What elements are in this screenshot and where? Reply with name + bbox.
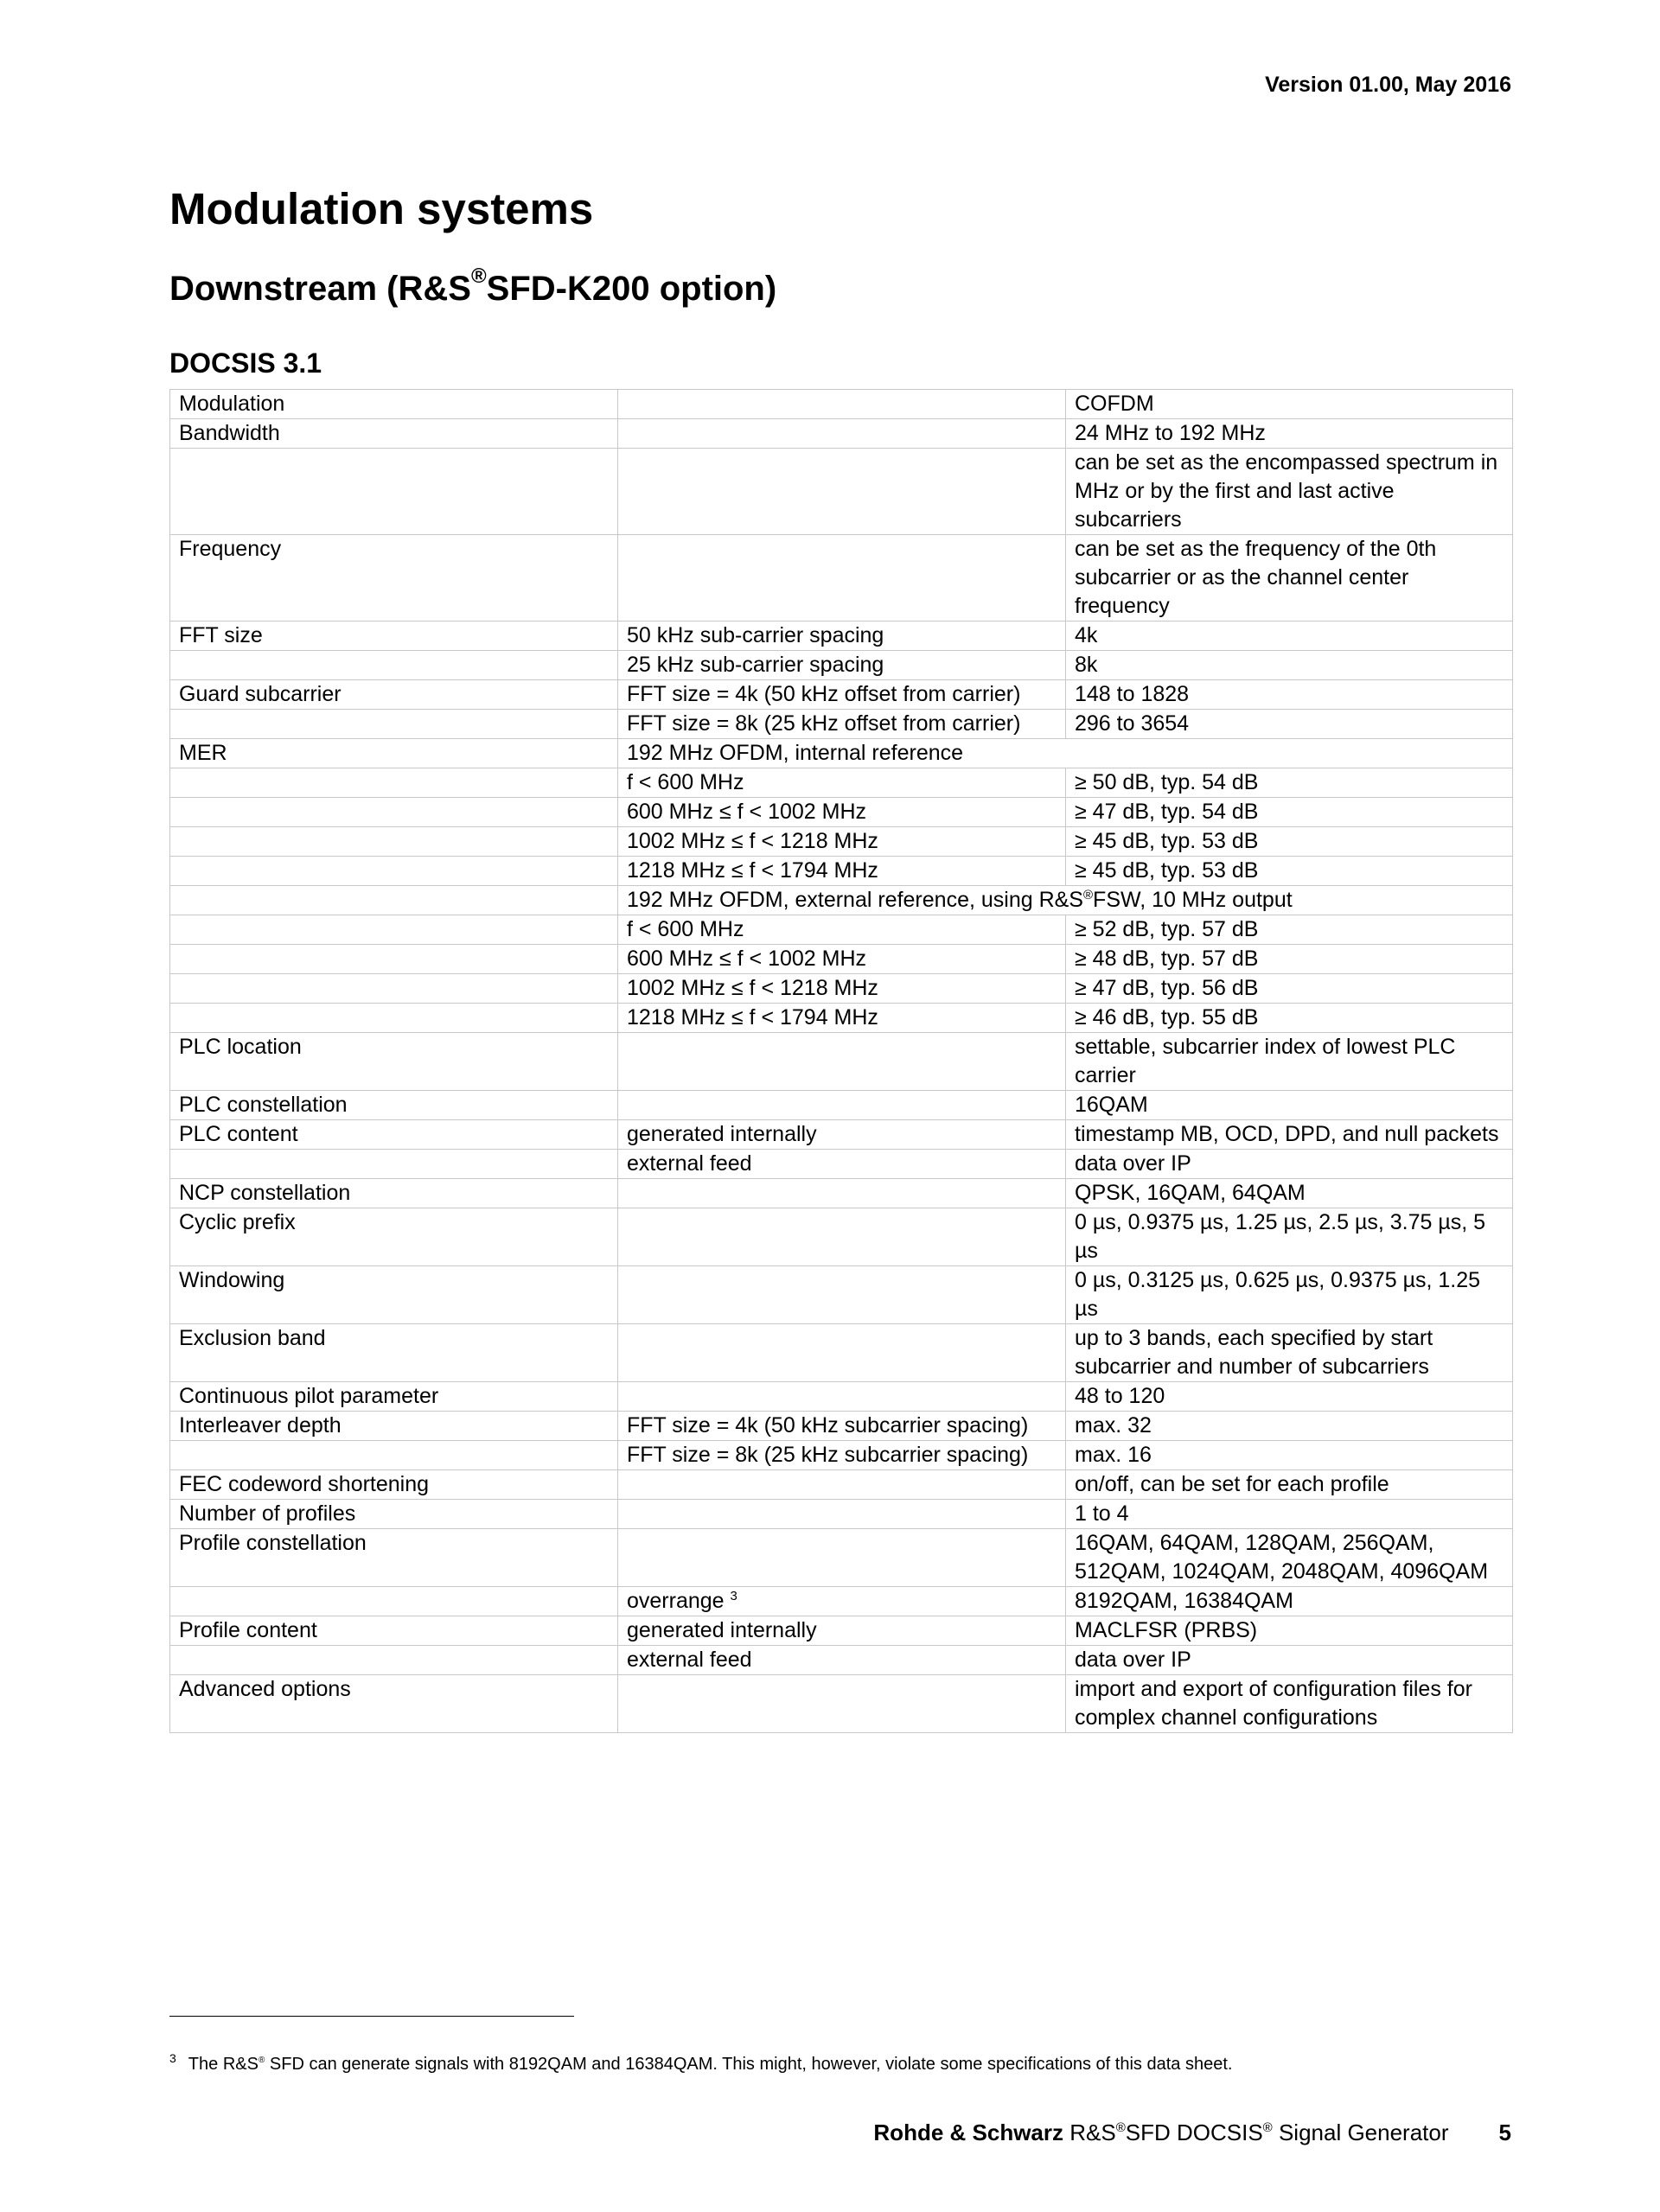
table-row [170,680,1513,710]
value-cell: ≥ 46 dB, typ. 55 dB [1066,1004,1513,1033]
value-cell: ≥ 52 dB, typ. 57 dB [1066,915,1513,945]
table-row [170,886,1513,915]
value-cell: timestamp MB, OCD, DPD, and null packets [1066,1120,1513,1150]
parameter-cell [170,1441,618,1470]
condition-cell [618,1208,1066,1266]
condition-cell: 1002 MHz ≤ f < 1218 MHz [618,974,1066,1004]
table-row [170,1150,1513,1179]
value-cell: ≥ 50 dB, typ. 54 dB [1066,768,1513,798]
value-cell: COFDM [1066,390,1513,419]
condition-cell [618,1529,1066,1587]
condition-cell [618,1382,1066,1412]
parameter-cell [170,915,618,945]
condition-cell: 600 MHz ≤ f < 1002 MHz [618,945,1066,974]
value-cell: can be set as the encompassed spectrum in MHz or by the first and last active subcarriers [1066,449,1513,535]
value-cell: 0 µs, 0.9375 µs, 1.25 µs, 2.5 µs, 3.75 µs, 5 µs [1066,1208,1513,1266]
table-row [170,1382,1513,1412]
parameter-cell [170,768,618,798]
parameter-cell: Number of profiles [170,1500,618,1529]
parameter-cell: Modulation [170,390,618,419]
parameter-cell [170,651,618,680]
footnote-divider [169,2016,574,2017]
footer-company: Rohde & Schwarz [873,2120,1063,2145]
value-cell: max. 32 [1066,1412,1513,1441]
parameter-cell: NCP constellation [170,1179,618,1208]
condition-cell: FFT size = 4k (50 kHz offset from carrier) [618,680,1066,710]
condition-cell: generated internally [618,1616,1066,1646]
table-row [170,710,1513,739]
registered-mark: ® [470,265,487,288]
condition-text: overrange [627,1589,725,1613]
condition-cell: 1218 MHz ≤ f < 1794 MHz [618,857,1066,886]
table-row [170,1033,1513,1091]
condition-cell: external feed [618,1646,1066,1675]
parameter-cell: Guard subcarrier [170,680,618,710]
condition-cell: f < 600 MHz [618,915,1066,945]
condition-cell: 25 kHz sub-carrier spacing [618,651,1066,680]
condition-cell [618,1324,1066,1382]
parameter-cell [170,798,618,827]
table-row [170,1675,1513,1733]
value-cell: data over IP [1066,1646,1513,1675]
parameter-cell: PLC location [170,1033,618,1091]
table-row [170,449,1513,535]
parameter-cell [170,827,618,857]
footer-registered-mark-2: ® [1262,2120,1273,2135]
condition-cell [618,1033,1066,1091]
value-cell: 0 µs, 0.3125 µs, 0.625 µs, 0.9375 µs, 1.25 µs [1066,1266,1513,1324]
table-row [170,1441,1513,1470]
table-row [170,827,1513,857]
parameter-cell: Cyclic prefix [170,1208,618,1266]
table-row [170,1091,1513,1120]
table-row [170,1587,1513,1616]
table-row [170,622,1513,651]
page-footer [873,2120,1511,2146]
value-cell: 296 to 3654 [1066,710,1513,739]
parameter-cell: Bandwidth [170,419,618,449]
subtitle-prefix: Downstream (R&S [169,270,471,308]
table-row [170,1324,1513,1382]
table-row [170,1529,1513,1587]
parameter-cell [170,886,618,915]
value-cell: 8k [1066,651,1513,680]
version-label: Version 01.00, May 2016 [1265,73,1511,97]
table-row [170,768,1513,798]
value-cell: ≥ 45 dB, typ. 53 dB [1066,857,1513,886]
footnote-text-prefix: The R&S [188,2055,259,2074]
table-row [170,974,1513,1004]
parameter-cell: Advanced options [170,1675,618,1733]
parameter-cell: Continuous pilot parameter [170,1382,618,1412]
footnote [169,2052,1232,2076]
parameter-cell [170,449,618,535]
condition-cell: external feed [618,1150,1066,1179]
table-row [170,945,1513,974]
condition-cell: 192 MHz OFDM, internal reference [618,739,1513,768]
condition-cell [618,449,1066,535]
table-row [170,651,1513,680]
condition-cell [618,1179,1066,1208]
parameter-cell: FFT size [170,622,618,651]
parameter-cell: MER [170,739,618,768]
parameter-cell: Windowing [170,1266,618,1324]
condition-cell: 600 MHz ≤ f < 1002 MHz [618,798,1066,827]
condition-cell: FFT size = 8k (25 kHz subcarrier spacing) [618,1441,1066,1470]
value-cell: 16QAM, 64QAM, 128QAM, 256QAM, 512QAM, 1024QAM, 2048QAM, 4096QAM [1066,1529,1513,1587]
table-row [170,915,1513,945]
parameter-cell: PLC content [170,1120,618,1150]
value-cell: ≥ 47 dB, typ. 56 dB [1066,974,1513,1004]
parameter-cell: Frequency [170,535,618,622]
table-row [170,390,1513,419]
condition-cell [618,1091,1066,1120]
parameter-cell [170,974,618,1004]
value-cell: 48 to 120 [1066,1382,1513,1412]
footer-product-suffix: Signal Generator [1272,2120,1449,2145]
condition-cell [618,419,1066,449]
value-cell: ≥ 45 dB, typ. 53 dB [1066,827,1513,857]
value-cell: 1 to 4 [1066,1500,1513,1529]
footnote-text-suffix: SFD can generate signals with 8192QAM and 16384QAM. This might, however, violate some specifications of this data sheet. [265,2055,1233,2074]
table-row [170,798,1513,827]
footnote-number: 3 [169,2051,176,2065]
value-cell: max. 16 [1066,1441,1513,1470]
footer-product-mid: SFD DOCSIS [1125,2120,1263,2145]
value-cell: 4k [1066,622,1513,651]
parameter-cell [170,1646,618,1675]
page-number: 5 [1498,2120,1511,2145]
table-row [170,1412,1513,1441]
table-row [170,1120,1513,1150]
value-cell: on/off, can be set for each profile [1066,1470,1513,1500]
condition-cell [618,1675,1066,1733]
table-row [170,1470,1513,1500]
value-cell: can be set as the frequency of the 0th subcarrier or as the channel center frequency [1066,535,1513,622]
table-row [170,1266,1513,1324]
subtitle-suffix: SFD-K200 option) [486,270,777,308]
spec-table [169,389,1513,1733]
table-row [170,535,1513,622]
table-row [170,1646,1513,1675]
value-cell: 24 MHz to 192 MHz [1066,419,1513,449]
parameter-cell [170,1004,618,1033]
value-cell: QPSK, 16QAM, 64QAM [1066,1179,1513,1208]
parameter-cell [170,1587,618,1616]
footer-registered-mark-1: ® [1115,2120,1126,2135]
value-cell: 16QAM [1066,1091,1513,1120]
condition-cell: 1218 MHz ≤ f < 1794 MHz [618,1004,1066,1033]
table-row [170,857,1513,886]
condition-cell: FFT size = 8k (25 kHz offset from carrier) [618,710,1066,739]
value-cell: 8192QAM, 16384QAM [1066,1587,1513,1616]
condition-cell: 1002 MHz ≤ f < 1218 MHz [618,827,1066,857]
table-row [170,419,1513,449]
parameter-cell [170,1150,618,1179]
condition-cell [618,1500,1066,1529]
value-cell: MACLFSR (PRBS) [1066,1616,1513,1646]
parameter-cell: Interleaver depth [170,1412,618,1441]
condition-cell [618,1587,1066,1616]
table-row [170,1616,1513,1646]
table-row [170,739,1513,768]
table-row [170,1179,1513,1208]
table-row [170,1208,1513,1266]
value-cell: 148 to 1828 [1066,680,1513,710]
condition-cell: 192 MHz OFDM, external reference, using R&S®FSW, 10 MHz output [618,886,1513,915]
value-cell: import and export of configuration files for complex channel configurations [1066,1675,1513,1733]
condition-cell [618,1266,1066,1324]
value-cell: up to 3 bands, each specified by start subcarrier and number of subcarriers [1066,1324,1513,1382]
footer-product-prefix: R&S [1063,2120,1116,2145]
footnote-ref: 3 [730,1589,737,1603]
footnote-registered-mark: ® [258,2056,265,2065]
table-row [170,1500,1513,1529]
parameter-cell: Profile content [170,1616,618,1646]
condition-cell: 50 kHz sub-carrier spacing [618,622,1066,651]
value-cell: settable, subcarrier index of lowest PLC carrier [1066,1033,1513,1091]
parameter-cell: Profile constellation [170,1529,618,1587]
section-heading: DOCSIS 3.1 [169,347,322,379]
condition-cell: generated internally [618,1120,1066,1150]
condition-cell [618,535,1066,622]
page-title: Modulation systems [169,184,594,233]
section-subtitle [169,265,777,309]
condition-cell: FFT size = 4k (50 kHz subcarrier spacing) [618,1412,1066,1441]
parameter-cell [170,945,618,974]
parameter-cell: Exclusion band [170,1324,618,1382]
parameter-cell: FEC codeword shortening [170,1470,618,1500]
condition-cell [618,1470,1066,1500]
parameter-cell [170,857,618,886]
condition-cell: f < 600 MHz [618,768,1066,798]
parameter-cell: PLC constellation [170,1091,618,1120]
value-cell: ≥ 48 dB, typ. 57 dB [1066,945,1513,974]
table-row [170,1004,1513,1033]
value-cell: ≥ 47 dB, typ. 54 dB [1066,798,1513,827]
parameter-cell [170,710,618,739]
condition-cell [618,390,1066,419]
value-cell: data over IP [1066,1150,1513,1179]
